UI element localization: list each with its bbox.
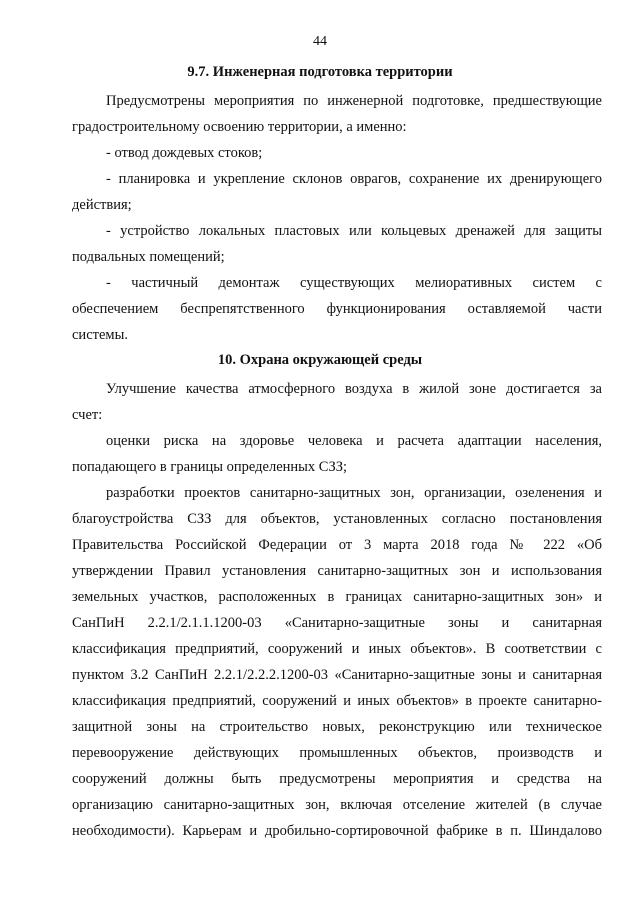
list-item: - планировка и укрепление склонов оврагов, сохранение их дренирующего (106, 171, 602, 187)
paragraph-line: пунктом 3.2 СанПиН 2.2.1/2.2.2.1200-03 «Санитарно-защитные зоны и санитарная (72, 667, 602, 683)
paragraph-line: Предусмотрены мероприятия по инженерной подготовке, предшествующие (106, 93, 602, 109)
paragraph-line: счет: (72, 407, 103, 423)
paragraph-line: утверждении Правил установления санитарно-защитных зон и использования (72, 563, 602, 579)
paragraph-line: благоустройства СЗЗ для объектов, установленных согласно постановления (72, 511, 602, 527)
paragraph-line: сооружений должны быть предусмотрены мероприятия и средства на (72, 771, 602, 787)
paragraph-line: Улучшение качества атмосферного воздуха в жилой зоне достигается за (106, 381, 602, 397)
paragraph-line: классификация предприятий, сооружений и иных объектов». В соответствии с (72, 641, 602, 657)
paragraph-line: системы. (72, 327, 128, 343)
paragraph-line: земельных участков, расположенных в границах санитарно-защитных зон» и (72, 589, 602, 605)
page-number: 44 (313, 34, 327, 49)
paragraph-line: разработки проектов санитарно-защитных зон, организации, озеленения и (106, 485, 602, 501)
paragraph-line: классификация предприятий, сооружений и иных объектов» в проекте санитарно- (72, 693, 602, 709)
paragraph-line: организацию санитарно-защитных зон, включая отселение жителей (в случае (72, 797, 602, 813)
list-item: - отвод дождевых стоков; (106, 145, 263, 161)
list-item: - частичный демонтаж существующих мелиоративных систем с (106, 275, 602, 291)
paragraph-line: оценки риска на здоровье человека и расчета адаптации населения, (106, 433, 602, 449)
paragraph-line: защитной зоны на строительство новых, реконструкцию или техническое (72, 719, 602, 735)
paragraph-line: градостроительному освоению территории, а именно: (72, 119, 407, 135)
paragraph-line: Правительства Российской Федерации от 3 марта 2018 года № 222 «Об (72, 537, 602, 553)
section-heading-10: 10. Охрана окружающей среды (217, 352, 423, 368)
paragraph-line: попадающего в границы определенных СЗЗ; (72, 459, 348, 475)
list-item: - устройство локальных пластовых или кольцевых дренажей для защиты (106, 223, 602, 239)
section-heading-9-7: 9.7. Инженерная подготовка территории (187, 64, 453, 80)
paragraph-line: СанПиН 2.2.1/2.1.1.1200-03 «Санитарно-защитные зоны и санитарная (72, 615, 602, 631)
paragraph-line: обеспечением беспрепятственного функционирования оставляемой части (72, 301, 602, 317)
paragraph-line: действия; (72, 197, 132, 213)
paragraph-line: подвальных помещений; (72, 249, 225, 265)
paragraph-line: перевооружение действующих промышленных объектов, производств и (72, 745, 602, 761)
paragraph-line: необходимости). Карьерам и дробильно-сортировочной фабрике в п. Шиндалово (72, 823, 602, 839)
